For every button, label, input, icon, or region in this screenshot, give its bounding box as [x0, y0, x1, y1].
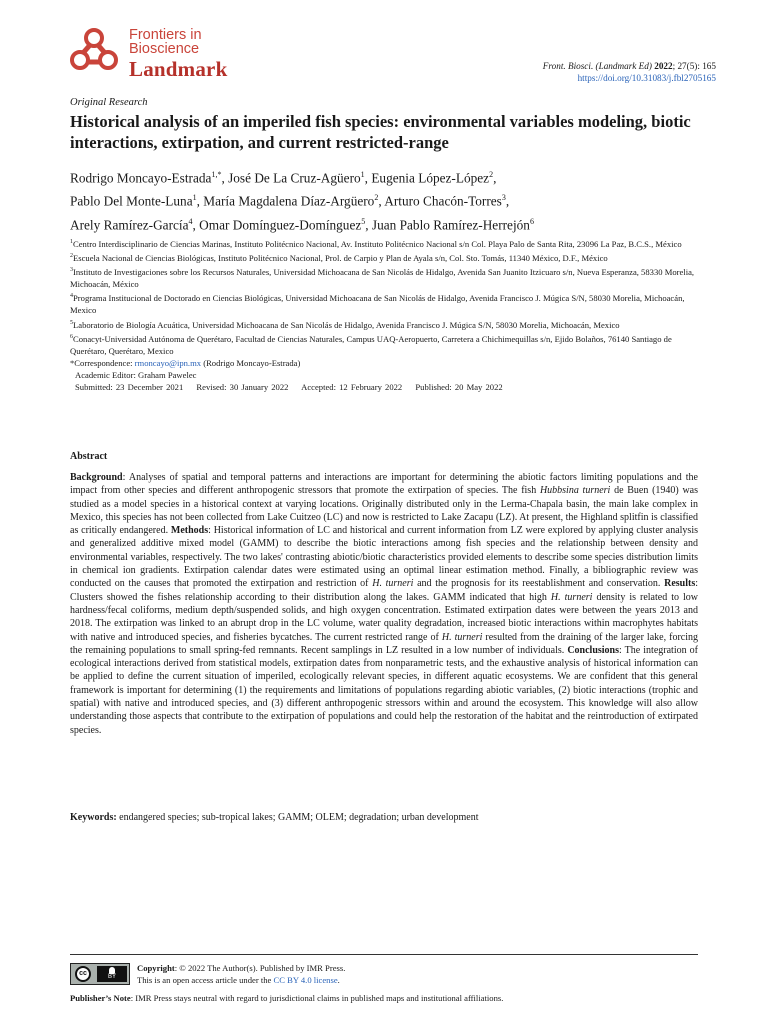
species-name: H. turneri	[372, 578, 414, 590]
author-name[interactable]: Juan Pablo Ramírez-Herrejón	[371, 217, 530, 233]
keywords-list: endangered species; sub-tropical lakes; GAMM; OLEM; degradation; urban development	[116, 812, 479, 823]
methods-text: and the prognosis for its reestablishment and conservation.	[413, 578, 665, 590]
article-dates	[70, 381, 710, 393]
doi-link[interactable]: https://doi.org/10.31083/j.fbl2705165	[577, 73, 716, 83]
keywords	[70, 811, 698, 824]
affiliation-sup: 2	[70, 253, 73, 260]
affiliation-text: Escuela Nacional de Ciencias Biológicas, Instituto Politécnico Nacional, Prol. de Carpio y Plan de Ayala s/n, Col. Sto. Tomás, 11340 México, D.F., México	[73, 252, 608, 263]
results-label: Results	[664, 578, 696, 590]
conclusions-label: Conclusions	[567, 644, 619, 656]
affiliation-sup: 4	[70, 293, 73, 300]
author-sup: 6	[529, 216, 534, 226]
author-sup: 3	[501, 193, 506, 203]
publisher-note-label: Publisher’s Note	[70, 993, 131, 1003]
logo-line-3: Landmark	[129, 57, 228, 81]
license-link[interactable]: CC BY 4.0 license	[273, 974, 338, 985]
author-list: Rodrigo Moncayo-Estrada$^{1,*}$, José De La Cruz-Agüero$^1$, Eugenia López-López$^2$, Pablo Del Monte-Luna$^1$, María Magdalena Díaz-Argüero$^2$, Arturo Chacón-Torres$^3$, Arely Ramírez-García$^4$, Omar Domínguez-Domínguez$^5$, Juan Pablo Ramírez-Herrejón$^6$	[70, 170, 534, 233]
affiliation	[70, 250, 710, 264]
affiliation	[70, 236, 710, 250]
correspondence-label: *Correspondence:	[70, 357, 135, 368]
conclusions-text: : The integration of ecological interactions derived from statistical models, extirpation dates from nonparametric tests, and the exhaustive analysis of historical information can be applied to define the current situation of imperiled, ecologically relevant species, in different aquatic ecosystems. We are confident that this general framework is important for determining (1) the requirements and limitations of populations regarding abiotic variables, (2) biotic interactions (trophic and spatial) with native and introduced species, and (3) different anthropogenic stressors within and around the ecosystem. This knowledge will also allow understanding those aspects that contribute to the extirpation of populations and could help the restoration of the habitat and the reintroduction of extirpated species.	[70, 644, 698, 736]
citation-block	[543, 60, 716, 84]
author-sup: 1,*	[211, 170, 222, 179]
logo-line-2: Bioscience	[129, 41, 200, 57]
cc-icon: cc	[75, 966, 91, 982]
author-sup: 4	[188, 216, 193, 226]
affiliations	[70, 236, 710, 394]
copyright-label: Copyright	[137, 963, 175, 973]
affiliation-text: Centro Interdisciplinario de Ciencias Marinas, Instituto Politécnico Nacional, Av. Instituto Politécnico Nacional s/n Col. Playa Palo de Santa Rita, 23096 La Paz, B.C.S., México	[73, 238, 682, 249]
publisher-note-text: : IMR Press stays neutral with regard to jurisdictional claims in published maps and institutional affiliations.	[130, 993, 504, 1003]
affiliation-sup: 6	[70, 333, 73, 340]
license-end: .	[337, 974, 340, 985]
date-revised: Revised: 30 January 2022	[196, 382, 289, 393]
affiliation	[70, 264, 710, 290]
results-text: : Clusters showed the fishes relationship according to their distribution along the lakes. GAMM indicated that high	[70, 578, 699, 603]
publisher-note	[70, 993, 503, 1003]
background-text: : Analyses of spatial and temporal patterns and interactions are important for determining the abiotic factors limiting populations and the impact from other species and different anthropogenic stressors that promote the extirpation of species. The fish	[70, 472, 698, 497]
cc-by-license-icon[interactable]	[70, 963, 130, 985]
author-sup: 5	[361, 216, 366, 226]
article-title: Historical analysis of an imperiled fish species: environmental variables modeling, biotic interactions, extirpation, and current restricted-range	[70, 112, 691, 152]
correspondence-email[interactable]: rmoncayo@ipn.mx	[134, 357, 202, 368]
affiliation-sup: 3	[70, 267, 73, 274]
results-text: resulted from the draining of the larger lake, forcing the remaining populations to small spring-fed remnants. Recent samplings in LZ resulted in a low number of individuals.	[70, 631, 698, 656]
author-name[interactable]: Eugenia López-López	[371, 170, 490, 186]
logo-emblem-icon	[66, 26, 122, 82]
species-name: H. turneri	[441, 631, 483, 643]
affiliation-text: Instituto de Investigaciones sobre los Recursos Naturales, Universidad Michoacana de San Nicolás de Hidalgo, Avenida San Juanito Itzicuaro s/n, Nueva Esperanza, 58330 Morelia, Michoacán, México	[70, 266, 695, 290]
affiliation-sup: 5	[70, 319, 73, 326]
author-sup: 2	[374, 193, 379, 203]
affiliation-text: Laboratorio de Biología Acuática, Universidad Michoacana de San Nicolás de Hidalgo, Avenida Francisco J. Múgica S/N, 58030 Morelia, Michoacán, Mexico	[73, 319, 620, 330]
results-text: density is related to low hardness/fecal coliforms, medium depth/suspended solids, and high oxygen concentration. Estimated extirpation dates were between the years 2013 and 2018. The extirpation was linked to an abrupt drop in the LC volume, water quality degradation, increased biotic interactions within macrophytes habitats with native and introduced species, and fisheries bycatches. The current restricted range of	[70, 591, 698, 643]
academic-editor: Academic Editor: Graham Pawelec	[75, 370, 197, 381]
affiliation-text: Programa Institucional de Doctorado en Ciencias Biológicas, Universidad Michoacana de San Nicolás de Hidalgo, Avenida Francisco J. Múgica S/N, 58030 Morelia, Michoacán, Mexico	[70, 293, 685, 316]
journal-logo	[66, 26, 246, 82]
background-text: de Buen (1940) was studied as a model species in a historical context at varying locations. Originally distributed only in the Lerma-Chapala basin, the main lake complex in Mexico, this species has not been collected from Lake Cuitzeo (LC) and now is restricted to Lake Zacapu (LZ). At present, the Highland splitfin is classified as critically endangered.	[70, 485, 699, 537]
journal-name: Front. Biosci. (Landmark Ed)	[542, 61, 652, 71]
date-submitted: Submitted: 23 December 2021	[75, 382, 184, 393]
abstract-body	[70, 471, 698, 737]
citation-year: 2022	[654, 61, 673, 71]
open-access-text: This is an open access article under the	[137, 974, 274, 985]
correspondence	[70, 357, 710, 369]
footer-divider	[70, 954, 698, 955]
affiliation-text: Conacyt-Universidad Autónoma de Querétaro, Facultad de Ciencias Naturales, Campus UAQ-Aeropuerto, Carretera a Chichimequillas s/n, Ejido Bolaños, 76140 Santiago de Querétaro, Querétaro, Mexico	[70, 333, 672, 356]
author-name[interactable]: Pablo Del Monte-Luna	[70, 193, 193, 209]
abstract-heading: Abstract	[70, 451, 108, 462]
methods-label: Methods	[170, 525, 209, 537]
affiliation	[70, 290, 710, 316]
affiliation	[70, 331, 710, 357]
author-name[interactable]: Rodrigo Moncayo-Estrada	[70, 170, 212, 186]
affiliation	[70, 317, 710, 331]
author-name[interactable]: María Magdalena Díaz-Argüero	[203, 193, 375, 209]
logo-line-1: Frontiers in	[129, 27, 202, 43]
correspondence-name: (Rodrigo Moncayo-Estrada)	[201, 357, 301, 368]
methods-text: : Historical information of LC and historical and current information from LZ were explored by applying cluster analysis and generalized additive mixed model (GAMM) to describe the biotic interactions among fish species and the relationship between density and environmental variables, respectively. The two lakes' contrasting abiotic/biotic characteristics provided elements to describe some species distribution limits in chemical ion gradients. Extirpation calendar dates were estimated using an optimal linear estimation method. Finally, a bibliographic review was conducted on the causes that promoted the extirpation and restriction of	[70, 525, 698, 590]
by-label: BY	[107, 974, 116, 980]
author-sup: 2	[489, 170, 494, 179]
person-icon	[109, 967, 115, 974]
background-label: Background	[70, 472, 123, 483]
date-accepted: Accepted: 12 February 2022	[301, 382, 403, 393]
by-icon	[97, 966, 127, 982]
author-name[interactable]: Omar Domínguez-Domínguez	[199, 217, 362, 233]
keywords-label: Keywords:	[70, 812, 117, 823]
species-name: H. turneri	[550, 591, 593, 603]
author-name[interactable]: Arturo Chacón-Torres	[384, 193, 502, 209]
species-name: Hubbsina turneri	[539, 485, 611, 497]
date-published: Published: 20 May 2022	[415, 382, 503, 393]
author-sup: 1	[192, 193, 197, 203]
article-type: Original Research	[70, 97, 148, 108]
author-sup: 1	[360, 170, 365, 179]
copyright-block	[137, 963, 345, 986]
citation-volume: ; 27(5): 165	[672, 61, 716, 71]
author-name[interactable]: José De La Cruz-Agüero	[228, 170, 361, 186]
copyright-text: : © 2022 The Author(s). Published by IMR Press.	[174, 963, 346, 973]
affiliation-sup: 1	[70, 239, 73, 245]
author-name[interactable]: Arely Ramírez-García	[70, 217, 189, 233]
